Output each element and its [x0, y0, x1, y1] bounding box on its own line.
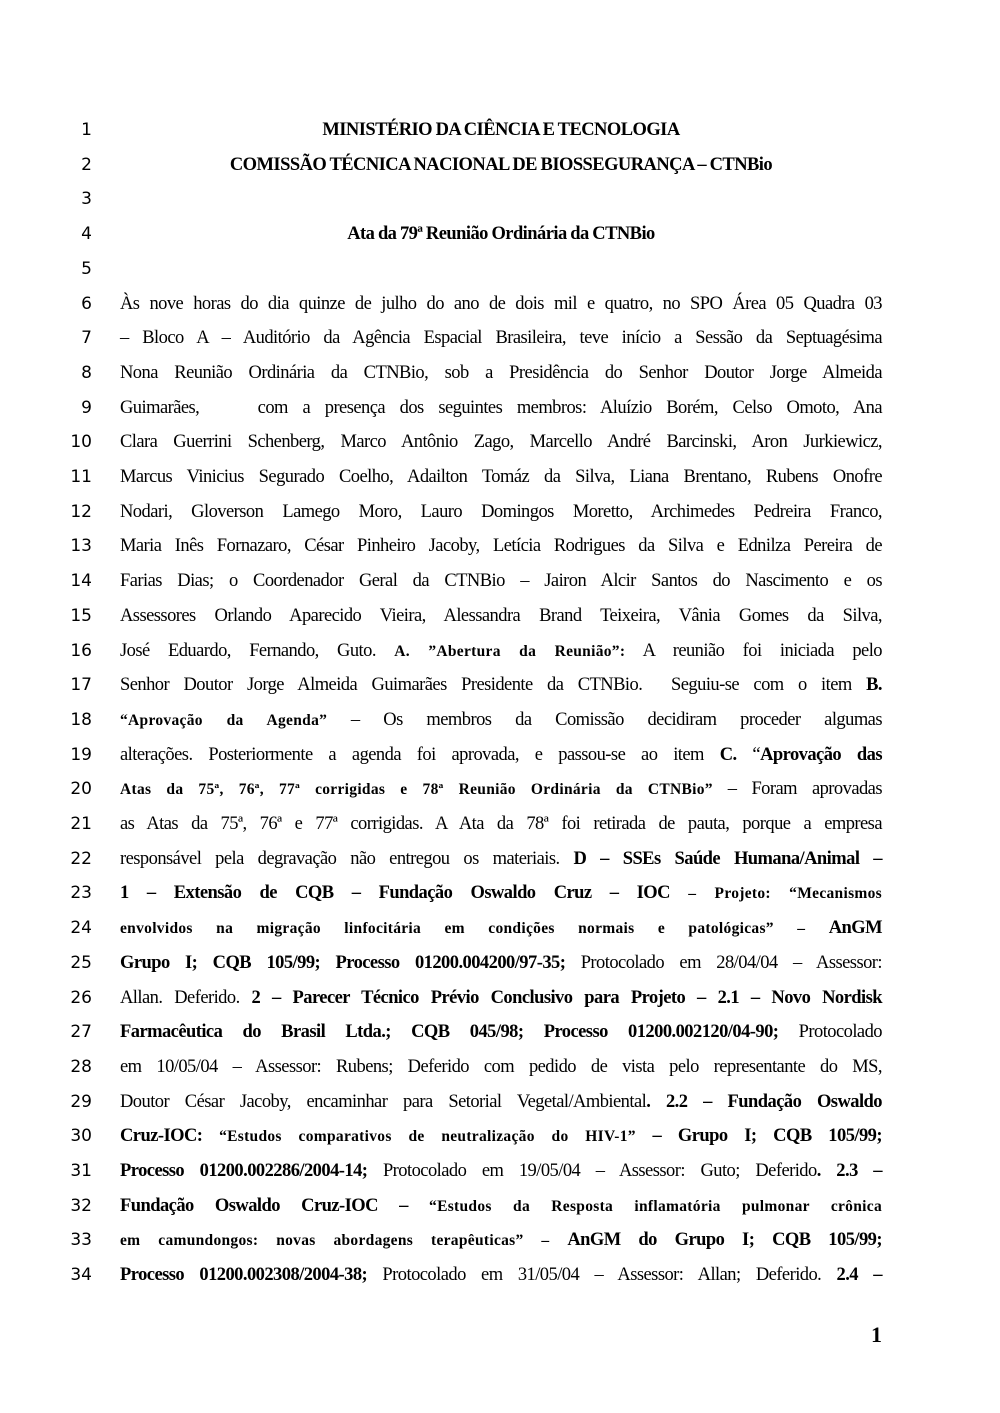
line-19	[0, 738, 1000, 773]
project-title: em camundongos: novas abordagens terapêuticas” –	[120, 1232, 568, 1250]
body-text: Guimarães, com a presença dos seguintes membros: Aluízio Borém, Celso Omoto, Ana	[120, 397, 882, 418]
section-heading-c: Aprovação das	[760, 744, 882, 765]
text-run: Doutor César Jacoby, encaminhar para Setorial Vegetal/Ambiental	[120, 1091, 647, 1112]
project-title: “Estudos da Resposta inflamatória pulmonar crônica	[429, 1197, 882, 1215]
text-run: – Os membros da Comissão decidiram proceder algumas	[327, 709, 882, 730]
line-number: 15	[70, 605, 92, 626]
body-text	[120, 668, 882, 703]
line-number: 25	[70, 952, 92, 973]
line-number: 13	[70, 536, 92, 557]
line-32	[0, 1189, 1000, 1224]
project-title: “Estudos comparativos de neutralização do HIV-1”	[219, 1128, 636, 1146]
project-title: envolvidos na migração linfocitária em condições normais e patológicas” –	[120, 920, 829, 938]
line-18	[0, 703, 1000, 738]
text-run: Protocolado em 19/05/04 – Assessor: Guto; Deferido	[367, 1161, 817, 1181]
body-text: as Atas da 75ª, 76ª e 77ª corrigidas. A Ata da 78ª foi retirada de pauta, porque a empresa	[120, 814, 882, 834]
line-number: 2	[81, 154, 92, 175]
text-run: responsável pela degravação não entregou os materiais.	[120, 848, 574, 869]
line-27	[0, 1015, 1000, 1050]
ministry-heading: MINISTÉRIO DA CIÊNCIA E TECNOLOGIA	[322, 120, 680, 140]
body-text	[120, 1223, 882, 1259]
body-text: Assessores Orlando Aparecido Vieira, Alessandra Brand Teixeira, Vânia Gomes da Silva,	[120, 605, 882, 626]
line-number: 19	[70, 744, 92, 765]
body-text: – Bloco A – Auditório da Agência Espacial Brasileira, teve início a Sessão da Septuagésima	[120, 328, 882, 349]
line-number: 7	[81, 328, 92, 349]
body-text	[120, 876, 882, 912]
line-9	[0, 391, 1000, 426]
line-25	[0, 946, 1000, 981]
line-number: 3	[81, 189, 92, 210]
body-text: Às nove horas do dia quinze de julho do ano de dois mil e quatro, no SPO Área 05 Quadra 03	[120, 293, 882, 314]
item-heading: . 2.2 – Fundação Oswaldo	[646, 1091, 882, 1112]
body-text: Nona Reunião Ordinária da CTNBio, sob a Presidência do Senhor Doutor Jorge Almeida	[120, 362, 882, 383]
line-number: 23	[70, 883, 92, 904]
line-12	[0, 495, 1000, 530]
text-run: Protocolado	[778, 1022, 882, 1043]
item-detail: AnGM	[828, 918, 882, 939]
body-text	[120, 946, 882, 981]
body-text	[120, 634, 882, 670]
page-number: 1	[871, 1322, 882, 1347]
line-number: 11	[70, 467, 92, 487]
body-text: Farias Dias; o Coordenador Geral da CTNBio – Jairon Alcir Santos do Nascimento e os	[120, 571, 882, 592]
item-detail: Farmacêutica do Brasil Ltda.; CQB 045/98; Processo 01200.002120/04-90;	[120, 1022, 779, 1043]
item-detail: AnGM do Grupo I; CQB 105/99;	[567, 1230, 882, 1251]
line-34	[0, 1258, 1000, 1293]
line-number: 14	[70, 571, 92, 592]
line-20	[0, 772, 1000, 807]
line-30	[0, 1119, 1000, 1154]
text-run: – Foram aprovadas	[712, 779, 882, 800]
item-heading: Fundação Oswaldo Cruz-IOC	[120, 1195, 378, 1216]
line-22	[0, 842, 1000, 877]
line-10	[0, 425, 1000, 460]
item-marker-b: B.	[866, 675, 882, 696]
text-run: Allan. Deferido.	[120, 987, 252, 1008]
line-13	[0, 529, 1000, 564]
line-number: 6	[81, 293, 92, 314]
line-6	[0, 287, 1000, 322]
item-detail: Processo 01200.002308/2004-38;	[120, 1265, 368, 1286]
line-number: 16	[70, 640, 92, 661]
line-23	[0, 876, 1000, 911]
text-run: –	[377, 1195, 430, 1216]
line-number: 29	[70, 1091, 92, 1112]
text-run: “	[736, 744, 761, 765]
body-text	[120, 1085, 882, 1120]
line-5	[0, 252, 1000, 287]
body-text	[120, 1119, 882, 1155]
line-24	[0, 911, 1000, 946]
body-text	[120, 1258, 882, 1293]
commission-heading: COMISSÃO TÉCNICA NACIONAL DE BIOSSEGURANÇA – CTNBio	[229, 154, 773, 175]
item-marker-c: C.	[719, 744, 737, 765]
line-number: 17	[70, 675, 92, 696]
line-number: 24	[70, 918, 92, 939]
item-heading: Cruz-IOC:	[120, 1126, 220, 1147]
line-14	[0, 564, 1000, 599]
item-detail: Grupo I; CQB 105/99; Processo 01200.004200/97-35;	[120, 952, 566, 973]
line-number: 8	[81, 362, 92, 383]
line-number: 33	[70, 1230, 92, 1251]
line-number: 20	[70, 779, 92, 800]
body-text	[120, 1189, 882, 1225]
body-text: Clara Guerrini Schenberg, Marco Antônio Zago, Marcello André Barcinski, Aron Jurkiewicz,	[120, 432, 882, 453]
line-33	[0, 1223, 1000, 1258]
line-29	[0, 1085, 1000, 1120]
line-number: 12	[70, 501, 92, 522]
project-title: – Projeto: “Mecanismos	[669, 885, 883, 903]
text-run: Protocolado em 31/05/04 – Assessor: Allan; Deferido.	[367, 1265, 837, 1286]
item-heading: 2.4 –	[836, 1265, 882, 1286]
line-4	[0, 217, 1000, 252]
body-text	[120, 1154, 882, 1189]
line-26	[0, 981, 1000, 1016]
line-number: 21	[70, 814, 92, 834]
body-text: em 10/05/04 – Assessor: Rubens; Deferido com pedido de vista pelo representante do MS,	[120, 1056, 882, 1077]
item-heading: 2 – Parecer Técnico Prévio Conclusivo para Projeto – 2.1 – Novo Nordisk	[251, 987, 882, 1008]
section-heading-c-cont: Atas da 75ª, 76ª, 77ª corrigidas e 78ª Reunião Ordinária da CTNBio”	[120, 781, 713, 799]
body-text	[120, 703, 882, 739]
line-7	[0, 321, 1000, 356]
body-text: Maria Inês Fornazaro, César Pinheiro Jacoby, Letícia Rodrigues da Silva e Ednilza Pereira de	[120, 536, 882, 557]
body-text	[120, 911, 882, 947]
body-text	[120, 842, 882, 877]
section-heading-a: A. ”Abertura da Reunião”:	[394, 642, 626, 660]
body-text: Marcus Vinicius Segurado Coelho, Adailton Tomáz da Silva, Liana Brentano, Rubens Onofre	[120, 467, 882, 487]
line-number: 30	[70, 1126, 92, 1147]
line-2	[0, 148, 1000, 183]
line-31	[0, 1154, 1000, 1189]
line-number: 18	[70, 709, 92, 730]
item-detail: – Grupo I; CQB 105/99;	[635, 1126, 882, 1147]
line-17	[0, 668, 1000, 703]
minutes-title: Ata da 79ª Reunião Ordinária da CTNBio	[347, 224, 655, 245]
text-run: José Eduardo, Fernando, Guto.	[120, 640, 395, 661]
body-text	[120, 981, 882, 1016]
item-heading: 1 – Extensão de CQB – Fundação Oswaldo Cruz – IOC	[120, 883, 670, 904]
line-number: 4	[81, 224, 92, 245]
line-3	[0, 182, 1000, 217]
text-run: alterações. Posteriormente a agenda foi aprovada, e passou-se ao item	[120, 744, 720, 765]
line-28	[0, 1050, 1000, 1085]
section-heading-d: D – SSEs Saúde Humana/Animal –	[573, 848, 882, 869]
line-15	[0, 599, 1000, 634]
line-1	[0, 113, 1000, 148]
line-number: 31	[70, 1161, 92, 1181]
text-run: A reunião foi iniciada pelo	[625, 640, 882, 661]
line-8	[0, 356, 1000, 391]
line-number: 34	[70, 1265, 92, 1286]
line-number: 5	[81, 258, 92, 279]
line-number: 26	[70, 987, 92, 1008]
line-number: 9	[81, 397, 92, 418]
text-run: Protocolado em 28/04/04 – Assessor:	[565, 952, 882, 973]
body-text: Nodari, Gloverson Lamego Moro, Lauro Domingos Moretto, Archimedes Pedreira Franco,	[120, 501, 882, 522]
item-heading: . 2.3 –	[816, 1161, 883, 1181]
line-number: 1	[81, 120, 92, 140]
text-run: Senhor Doutor Jorge Almeida Guimarães Presidente da CTNBio. Seguiu-se com o item	[120, 675, 867, 696]
item-detail: Processo 01200.002286/2004-14;	[120, 1161, 368, 1181]
line-11	[0, 460, 1000, 495]
line-number: 10	[70, 432, 92, 453]
line-number: 32	[70, 1195, 92, 1216]
body-text	[120, 738, 882, 773]
line-number: 28	[70, 1056, 92, 1077]
line-21	[0, 807, 1000, 842]
body-text	[120, 772, 882, 808]
line-number: 22	[70, 848, 92, 869]
line-number: 27	[70, 1022, 92, 1043]
line-16	[0, 634, 1000, 669]
section-heading-b: “Aprovação da Agenda”	[120, 711, 328, 729]
body-text	[120, 1015, 882, 1050]
